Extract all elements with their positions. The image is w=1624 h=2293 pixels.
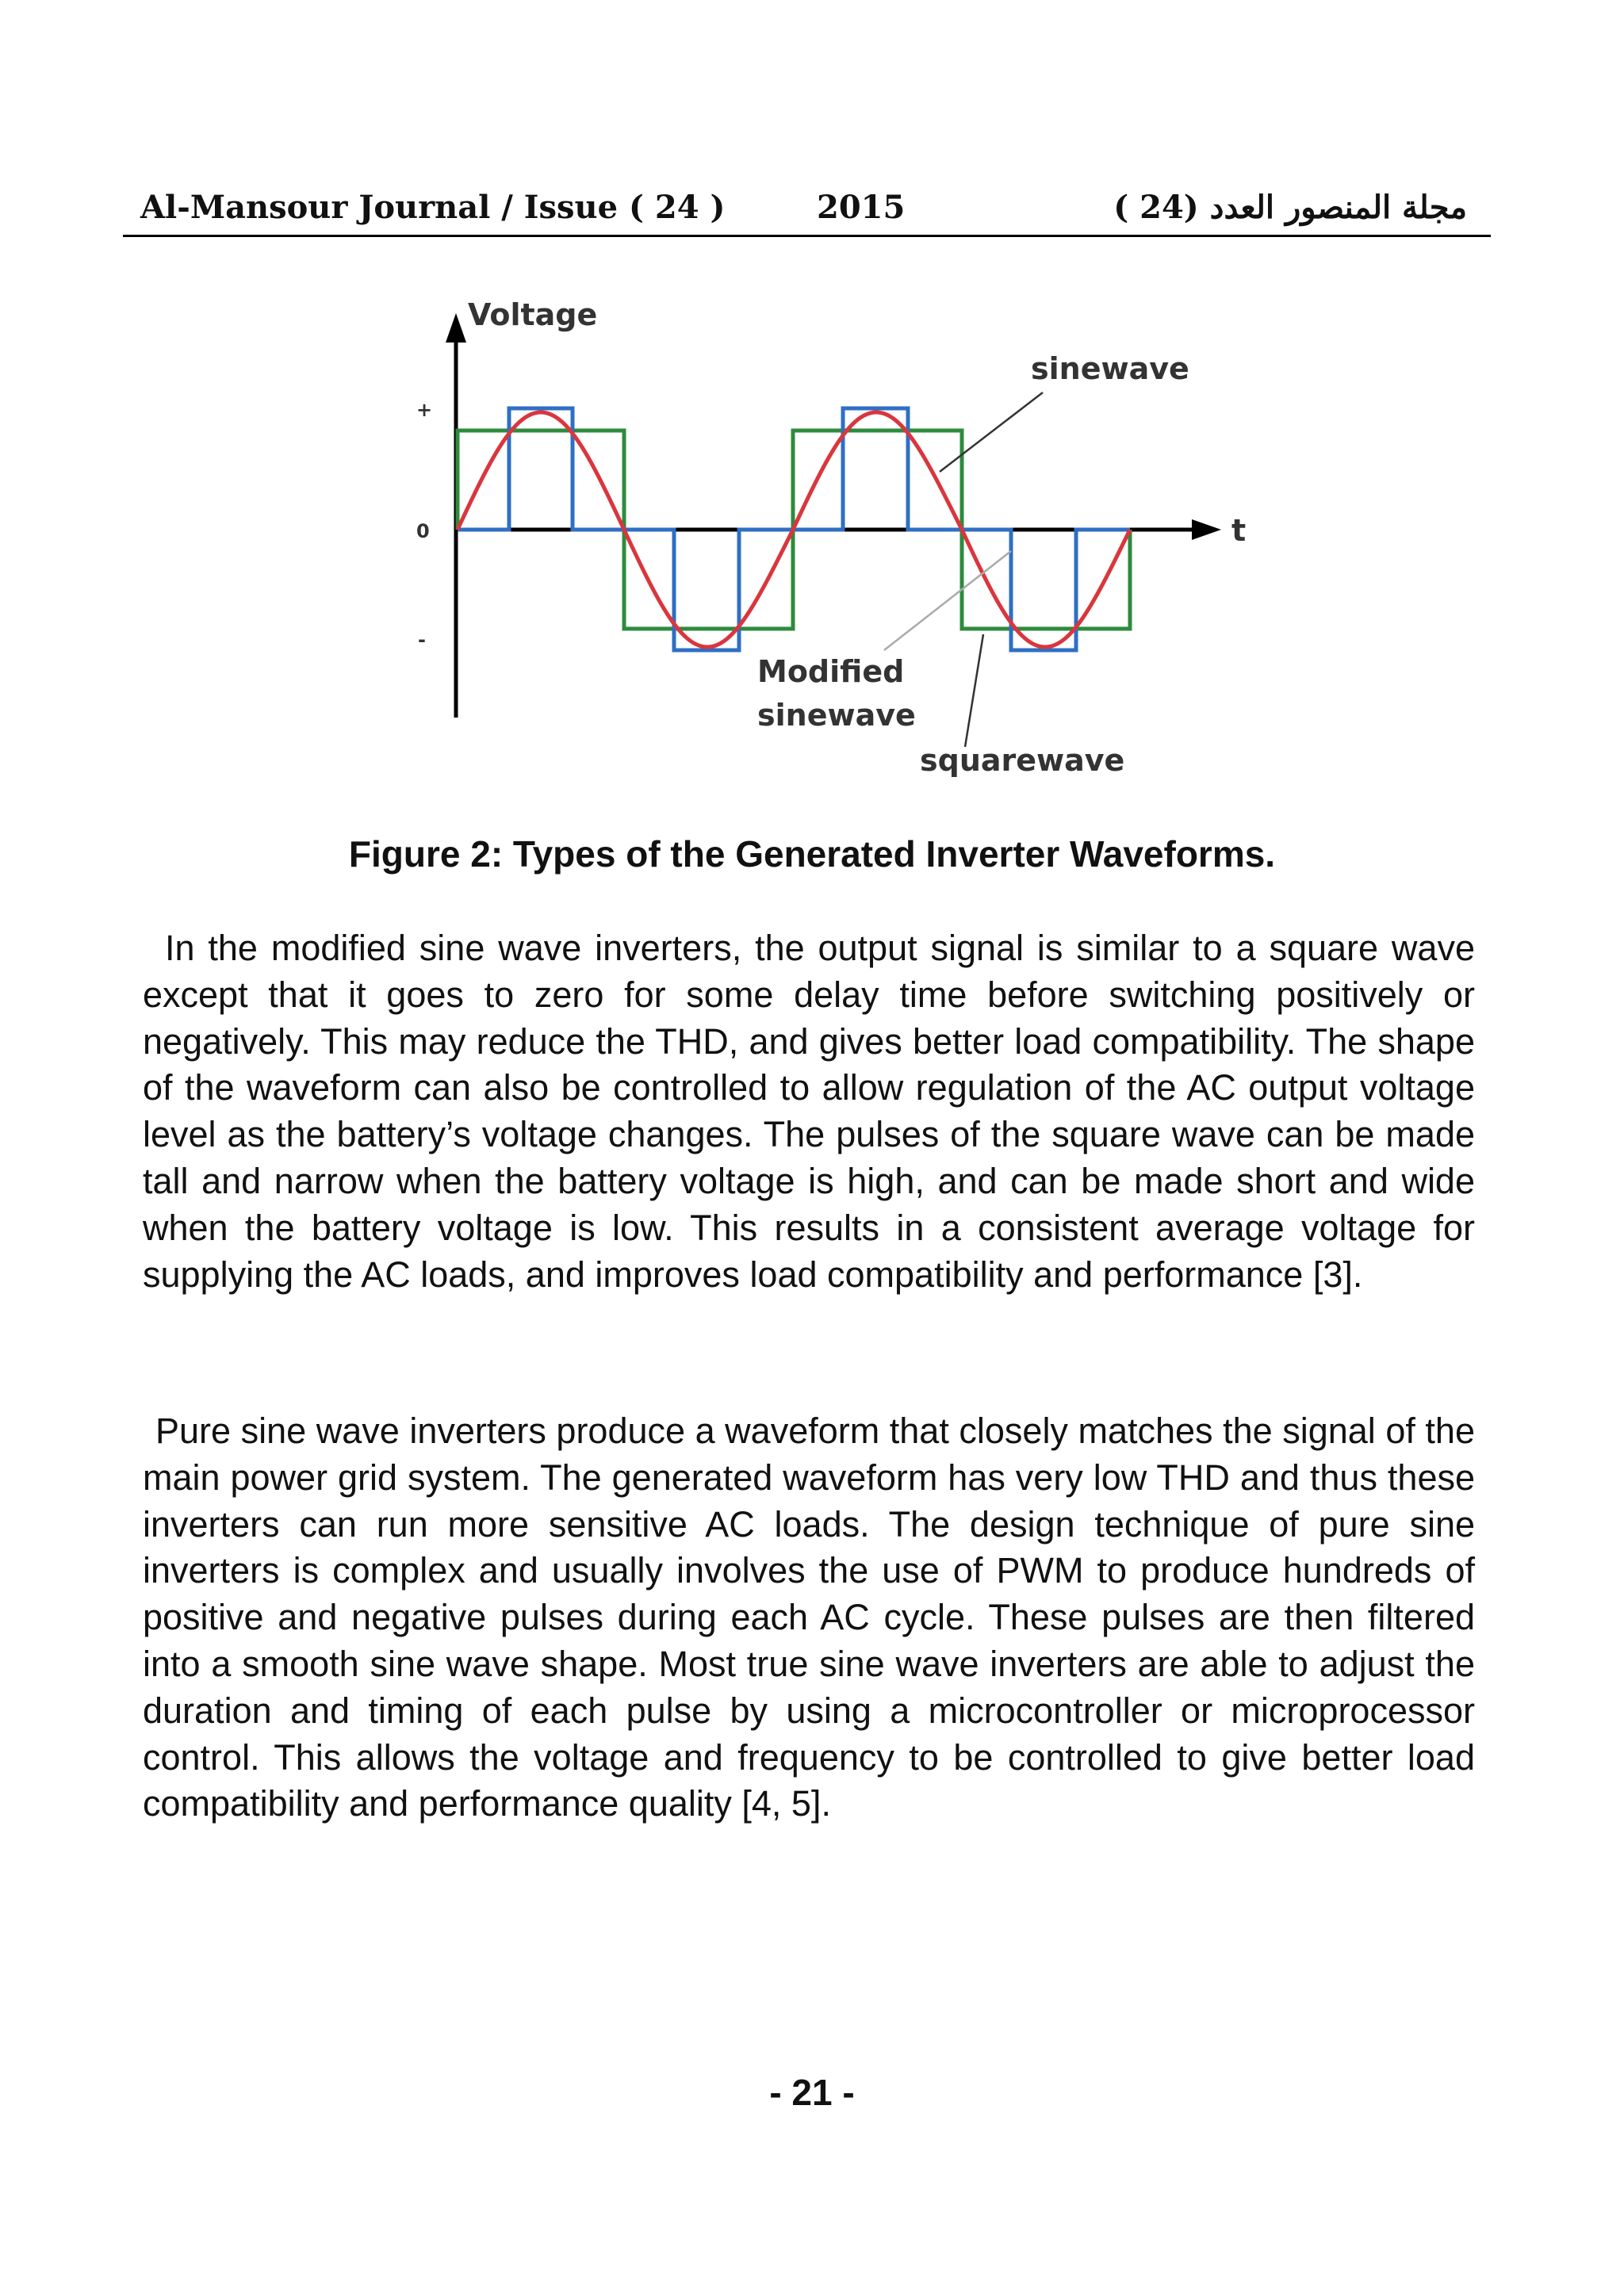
header-journal-issue: Al-Mansour Journal / Issue ( 24 ) <box>140 189 726 226</box>
paragraph-pure-sine: Pure sine wave inverters produce a waveform that closely matches the signal of the main power grid system. The generated waveform has very low THD and thus these inverters can run more sensitive AC loads. The design technique of pure sine inverters is complex and usually involves the use of PWM to produce hundreds of positive and negative pulses during each AC cycle. These pulses are then filtered into a smooth sine wave shape. Most true sine wave inverters are able to adjust the duration and timing of each pulse by using a microcontroller or microprocessor control. This allows the voltage and frequency to be controlled to give better load compatibility and performance quality [4, 5]. <box>143 1411 1475 1824</box>
squarewave-pointer <box>965 634 983 747</box>
y-axis-arrow <box>446 313 466 343</box>
running-header <box>123 187 1491 237</box>
modified-sinewave-label-2: sinewave <box>757 698 916 733</box>
figure-caption: Figure 2: Types of the Generated Inverter Waveforms. <box>348 833 1276 875</box>
modified-sinewave-label-1: Modified <box>757 654 905 689</box>
sinewave-label: sinewave <box>1031 351 1189 386</box>
paragraph-modified-sine: In the modified sine wave inverters, the output signal is similar to a square wave except that it goes to zero for some delay time before switching positively or negatively. This may reduce the THD, and gives better load compatibility. The shape of the waveform can also be controlled to allow regulation of the AC output voltage level as the battery’s voltage changes. The pulses of the square wave can be made tall and narrow when the battery voltage is high, and can be made short and wide when the battery voltage is low. This results in a consistent average voltage for supplying the AC loads, and improves load compatibility and performance [3]. <box>143 928 1475 1295</box>
tick-zero: 0 <box>416 520 430 542</box>
page-number: - 21 - <box>769 2072 855 2113</box>
y-axis-label: Voltage <box>468 297 598 332</box>
x-axis-arrow <box>1192 519 1221 540</box>
waveform-figure <box>393 285 1247 801</box>
tick-minus: - <box>418 629 426 651</box>
tick-plus: + <box>416 399 433 421</box>
modified-sinewave-pointer <box>884 551 1011 650</box>
header-year: 2015 <box>817 189 906 226</box>
squarewave-label: squarewave <box>920 743 1125 778</box>
header-arabic-title: مجلة المنصور العدد (24 ) <box>1113 189 1467 226</box>
x-axis-label: t <box>1231 513 1247 548</box>
